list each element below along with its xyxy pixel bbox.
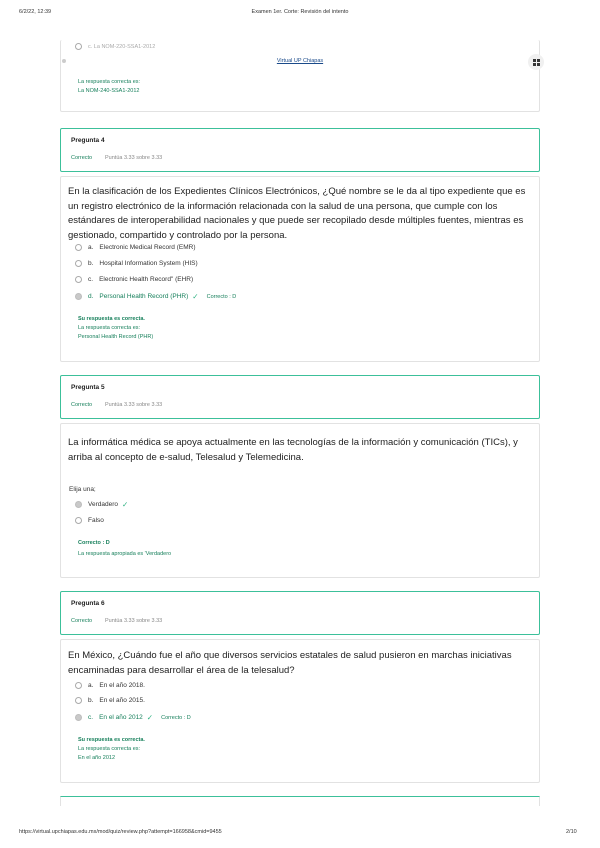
question-5-header bbox=[60, 375, 540, 419]
radio-icon[interactable] bbox=[75, 517, 82, 524]
radio-selected-icon[interactable] bbox=[75, 501, 82, 508]
option-c[interactable] bbox=[75, 276, 193, 283]
radio-icon bbox=[75, 43, 82, 50]
question-5-body bbox=[60, 423, 540, 578]
option-letter: c. bbox=[88, 714, 94, 721]
option-letter: b. bbox=[88, 260, 94, 267]
next-question-edge bbox=[60, 796, 540, 806]
option-text: Electronic Medical Record (EMR) bbox=[99, 244, 196, 251]
question-score: Puntúa 3.33 sobre 3.33 bbox=[105, 618, 163, 624]
correct-mark: Correcto : D bbox=[161, 714, 191, 721]
option-text: En el año 2018. bbox=[99, 682, 145, 689]
option-text: En el año 2015. bbox=[99, 697, 145, 704]
question-text: En la clasificación de los Expedientes Clínicos Electrónicos, ¿Qué nombre se le da al tipo expediente que es un registro electrónico de la información relacionada con la salud de una persona, que cumple con los estándares de interoperabilidad nacionales y que puede ser recopilado desde múltiples fuentes, mientras es gestionado, compartido y controlado por la persona. bbox=[68, 186, 526, 241]
print-url: https://virtual.upchiapas.edu.mx/mod/quiz/review.php?attempt=166958&cmid=9455 bbox=[19, 829, 222, 835]
prev-question-card bbox=[60, 40, 540, 112]
feedback-title: Su respuesta es correcta. bbox=[78, 316, 145, 322]
feedback-label: La respuesta correcta es: bbox=[78, 325, 141, 331]
option-text: Personal Health Record (PHR) bbox=[99, 293, 189, 300]
option-letter: b. bbox=[88, 697, 94, 704]
option-d[interactable] bbox=[75, 292, 236, 301]
option-c[interactable] bbox=[75, 713, 191, 722]
feedback-answer: La respuesta apropiada es 'Verdadero bbox=[78, 551, 172, 557]
question-text: La informática médica se apoya actualmente en las tecnologías de la información y comunicación (TICs), y arriba al concepto de e-salud, Telesalud y Telemedicina. bbox=[68, 437, 518, 463]
radio-selected-icon[interactable] bbox=[75, 293, 82, 300]
prev-feedback-answer: La NOM-240-SSA1-2012 bbox=[78, 88, 140, 94]
question-title: Pregunta 5 bbox=[71, 384, 105, 391]
option-letter: d. bbox=[88, 293, 94, 300]
option-text: Verdadero bbox=[88, 501, 118, 508]
option-text: Electronic Health Record" (EHR) bbox=[99, 276, 194, 283]
question-6-header bbox=[60, 591, 540, 635]
question-4-header bbox=[60, 128, 540, 172]
prev-feedback-label: La respuesta correcta es: bbox=[78, 79, 141, 85]
site-link[interactable]: Virtual UP Chiapas bbox=[276, 58, 324, 64]
top-navbar bbox=[0, 54, 600, 74]
question-score: Puntúa 3.33 sobre 3.33 bbox=[105, 402, 163, 408]
radio-icon[interactable] bbox=[75, 697, 82, 704]
prev-option-c bbox=[75, 43, 155, 50]
question-6-body bbox=[60, 639, 540, 783]
question-text: En México, ¿Cuándo fue el año que diversos servicios estatales de salud pusieron en marchas iniciativas encaminadas para desarrollar el área de la telesalud? bbox=[68, 650, 512, 676]
question-4-body bbox=[60, 176, 540, 362]
question-status: Correcto bbox=[71, 155, 93, 161]
grid-icon[interactable] bbox=[528, 54, 544, 70]
choose-label: Elija una; bbox=[69, 486, 96, 493]
print-title: Examen 1er. Corte: Revisión del intento bbox=[251, 9, 349, 15]
feedback-answer: En el año 2012 bbox=[78, 755, 116, 761]
option-text: En el año 2012 bbox=[99, 714, 143, 721]
option-letter: a. bbox=[88, 244, 94, 251]
option-b[interactable] bbox=[75, 260, 198, 267]
question-feedback bbox=[78, 315, 153, 342]
question-feedback bbox=[78, 539, 171, 559]
feedback-answer: Personal Health Record (PHR) bbox=[78, 334, 154, 340]
option-verdadero[interactable] bbox=[75, 500, 128, 509]
option-a[interactable] bbox=[75, 682, 145, 689]
check-icon: ✓ bbox=[146, 713, 154, 722]
print-page-number: 2/10 bbox=[566, 829, 577, 835]
prev-option-text: c. La NOM-220-SSA1-2012 bbox=[88, 43, 156, 50]
check-icon: ✓ bbox=[122, 500, 129, 509]
feedback-label: La respuesta correcta es: bbox=[78, 746, 141, 752]
option-text: Falso bbox=[88, 517, 104, 524]
option-letter: c. bbox=[88, 276, 94, 283]
radio-icon[interactable] bbox=[75, 682, 82, 689]
option-falso[interactable] bbox=[75, 517, 104, 524]
option-a[interactable] bbox=[75, 244, 196, 251]
option-b[interactable] bbox=[75, 697, 145, 704]
question-score: Puntúa 3.33 sobre 3.33 bbox=[105, 155, 163, 161]
prev-feedback bbox=[78, 78, 140, 96]
feedback-title: Correcto : D bbox=[78, 540, 110, 546]
option-text: Hospital Information System (HIS) bbox=[99, 260, 198, 267]
question-title: Pregunta 4 bbox=[71, 137, 105, 144]
radio-icon[interactable] bbox=[75, 276, 82, 283]
check-icon: ✓ bbox=[192, 292, 199, 301]
question-feedback bbox=[78, 736, 145, 763]
correct-mark: Correcto : D bbox=[206, 293, 237, 300]
question-status: Correcto bbox=[71, 618, 93, 624]
radio-selected-icon[interactable] bbox=[75, 714, 82, 721]
feedback-title: Su respuesta es correcta. bbox=[78, 737, 145, 743]
option-letter: a. bbox=[88, 682, 94, 689]
print-datetime: 6/2/22, 12:39 bbox=[19, 9, 52, 15]
radio-icon[interactable] bbox=[75, 260, 82, 267]
question-title: Pregunta 6 bbox=[71, 600, 105, 607]
question-status: Correcto bbox=[71, 402, 93, 408]
radio-icon[interactable] bbox=[75, 244, 82, 251]
